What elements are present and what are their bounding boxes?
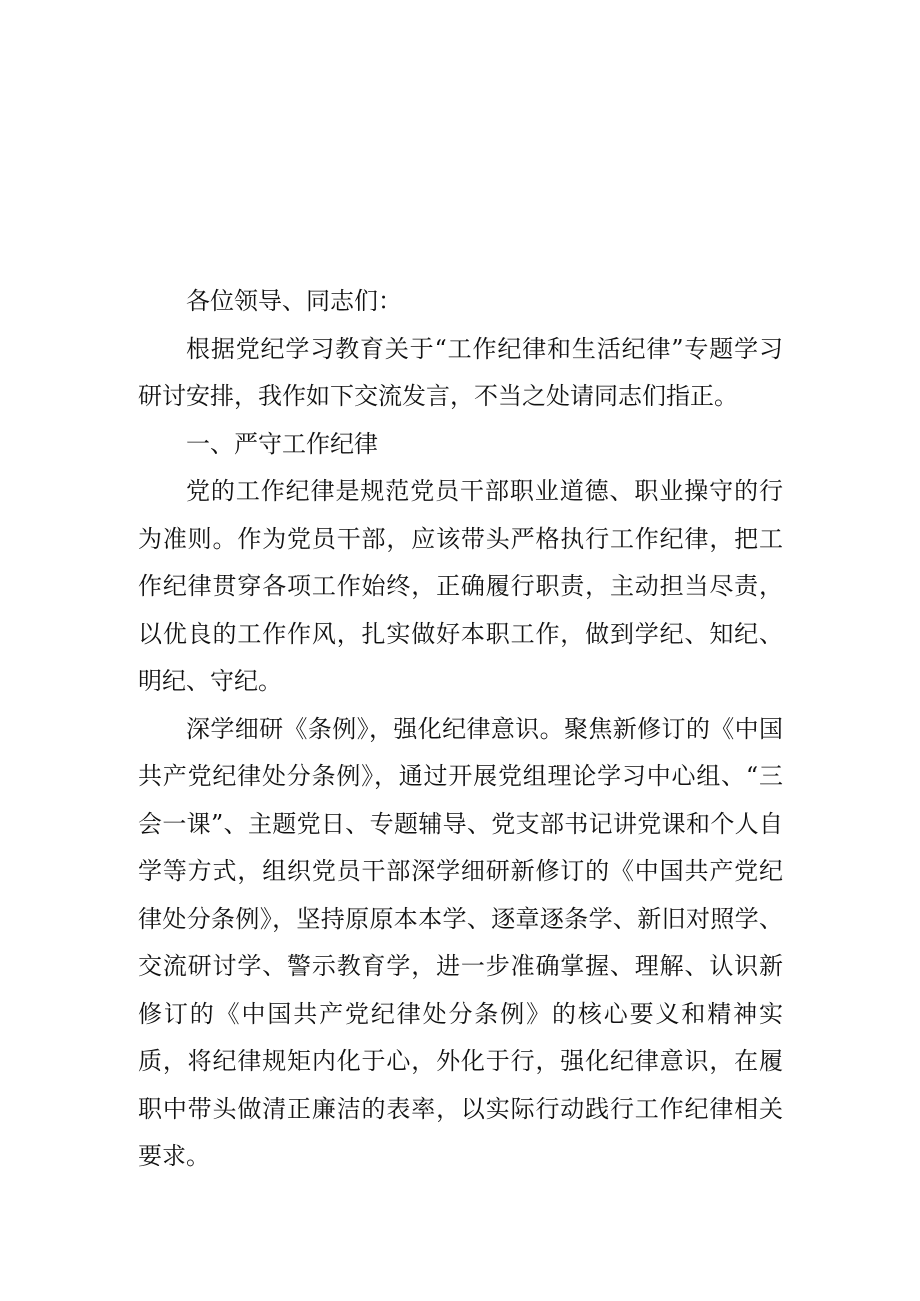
body-paragraph: 深学细研《条例》，强化纪律意识。聚焦新修订的《中国共产党纪律处分条例》，通过开展党组理论学习中心组、“三会一课”、主题党日、专题辅导、党支部书记讲党课和个人自学等方式，组织党员干部深学细研新修订的《中国共产党纪律处分条例》，坚持原原本本学、逐章逐条学、新旧对照学、交流研讨学、警示教育学，进一步准确掌握、理解、认识新修订的《中国共产党纪律处分条例》的核心要义和精神实质，将纪律规矩内化于心，外化于行，强化纪律意识，在履职中带头做清正廉洁的表率，以实际行动践行工作纪律相关要求。: [138, 714, 783, 1170]
intro-paragraph: 根据党纪学习教育关于“工作纪律和生活纪律”专题学习研讨安排，我作如下交流发言，不当之处请同志们指正。: [138, 334, 783, 410]
section-heading: 一、严守工作纪律: [186, 429, 378, 458]
document-body: [138, 278, 783, 1181]
body-paragraph: 党的工作纪律是规范党员干部职业道德、职业操守的行为准则。作为党员干部，应该带头严格执行工作纪律，把工作纪律贯穿各项工作始终，正确履行职责，主动担当尽责，以优良的工作作风，扎实做好本职工作，做到学纪、知纪、明纪、守纪。: [138, 477, 783, 695]
salutation: 各位领导、同志们：: [186, 287, 402, 315]
